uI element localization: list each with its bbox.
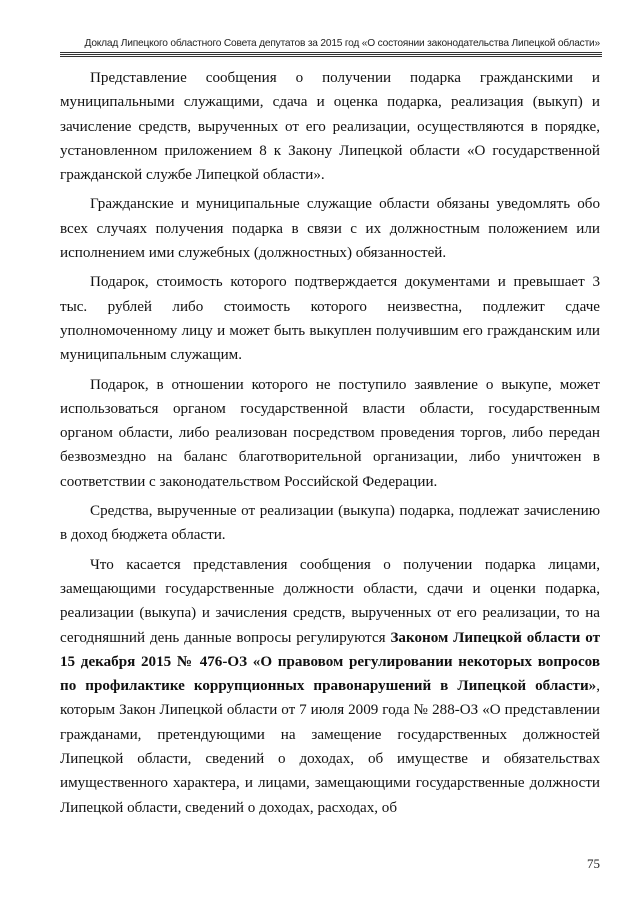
paragraph-notification-duty: Гражданские и муниципальные служащие области обязаны уведомлять обо всех случаях получения подарка в связи с их должностным положением или исполнением ими служебных (должностных) обязанностей. <box>60 196 600 262</box>
paragraph-gift-reporting: Представление сообщения о получении подарка гражданскими и муниципальными служащими, сдача и оценка подарка, реализация (выкуп) и зачисление средств, вырученных от его реализации, осуществляются в порядке, установленном приложением 8 к Закону Липецкой области «О государственной гражданской службе Липецкой области». <box>60 70 600 184</box>
page-number: 75 <box>587 856 600 871</box>
paragraph-text-after: , которым Закон Липецкой области от 7 июля 2009 года № 288-ОЗ «О представлении гражданами, претендующими на замещение государственных должностей Липецкой области, сведений о доходах, об имуществе и обязательствах имущественного характера, и лицами, замещающими государственные должности Липецкой области, сведений о доходах, расходах, об <box>60 678 600 816</box>
paragraph-text-before: Что касается представления сообщения о получении подарка лицами, замещающими государственные должности области, сдачи и оценки подарка, реализации (выкупа) и зачисления средств, вырученных от его реализации, то на сегодняшний день данные вопросы регулируются <box>60 556 600 646</box>
document-body <box>60 66 600 820</box>
paragraph-gift-value: Подарок, стоимость которого подтверждается документами и превышает 3 тыс. рублей либо стоимость которого неизвестна, подлежит сдаче уполномоченному лицу и может быть выкуплен получившим его гражданским или муниципальным служащим. <box>60 274 600 364</box>
paragraph-proceeds: Средства, вырученные от реализации (выкупа) подарка, подлежат зачислению в доход бюджета области. <box>60 503 600 544</box>
law-reference: Законом Липецкой области от 15 декабря 2015 № 476-ОЗ «О правовом регулировании некоторых вопросов по профилактике коррупционных правонарушений в Липецкой области» <box>60 629 600 695</box>
header-rule <box>60 52 602 57</box>
paragraph-state-positions <box>60 553 600 820</box>
running-header: Доклад Липецкого областного Совета депутатов за 2015 год «О состоянии законодательства Липецкой области» <box>84 38 600 49</box>
paragraph-gift-disposal: Подарок, в отношении которого не поступило заявление о выкупе, может использоваться органом государственной власти области, государственным органом области, либо реализован посредством проведения торгов, либо передан безвозмездно на баланс благотворительной организации, либо уничтожен в соответствии с законодательством Российской Федерации. <box>60 376 600 490</box>
